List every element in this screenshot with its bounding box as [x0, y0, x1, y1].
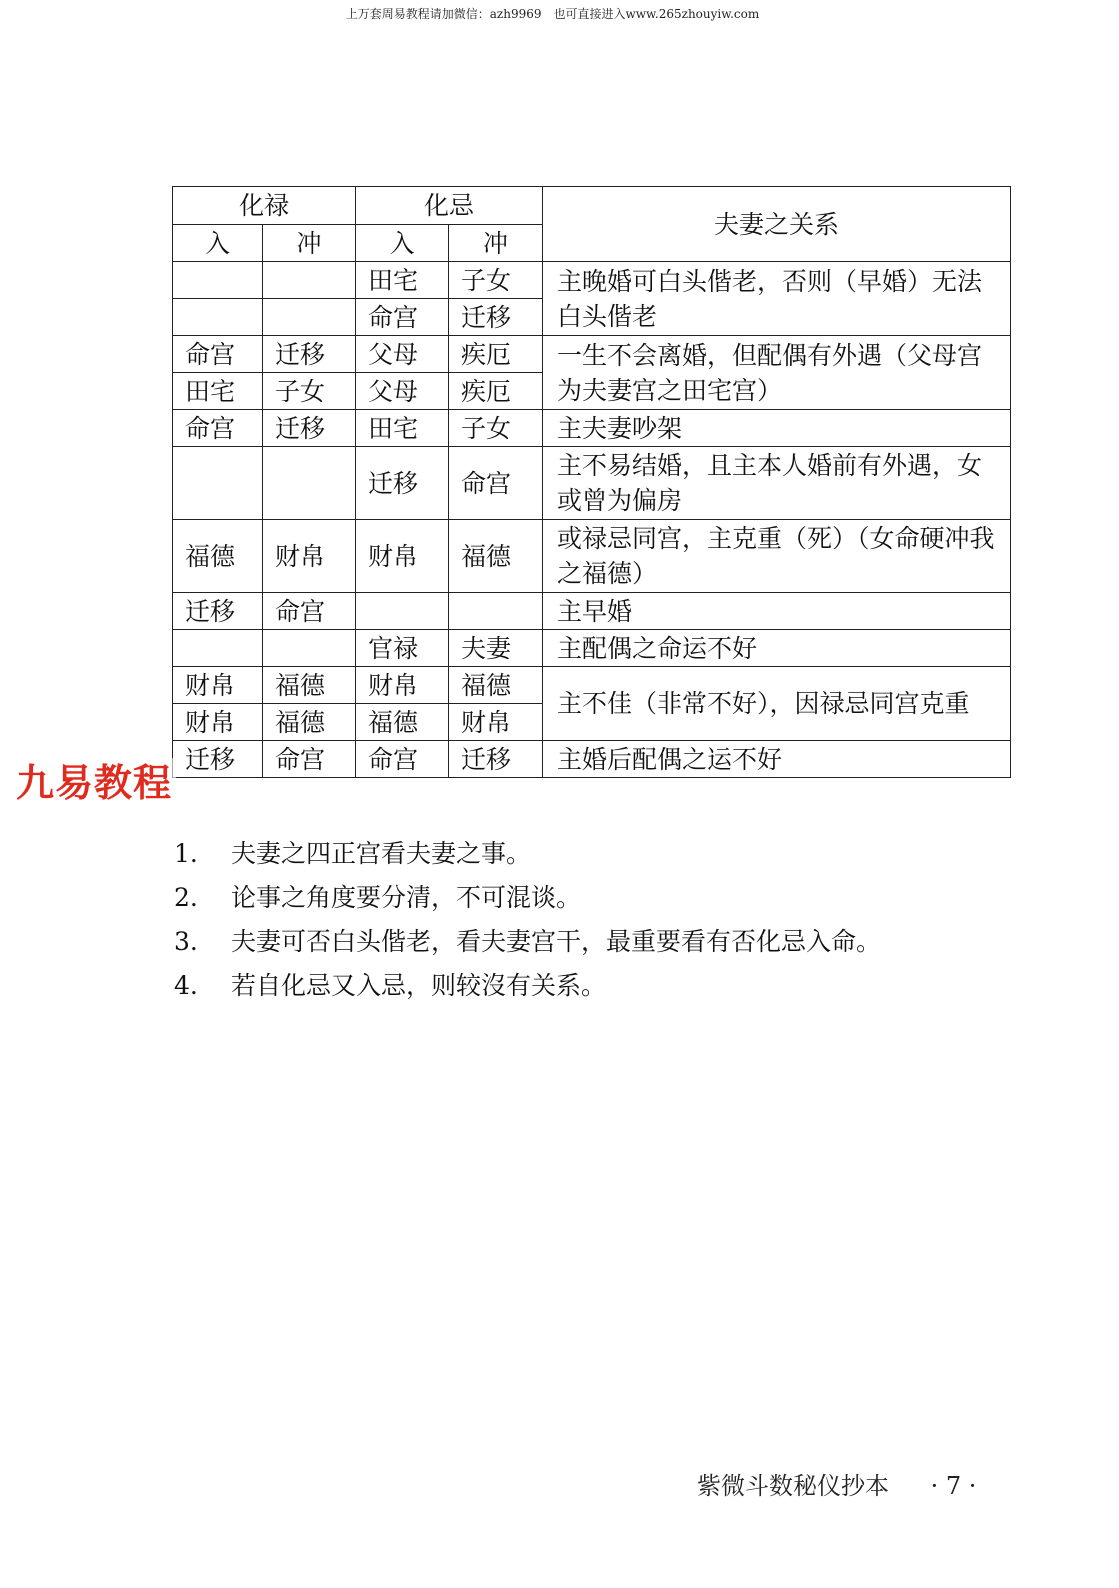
cell-ji-in: 财帛 — [356, 667, 449, 704]
cell-result: 一生不会离婚，但配偶有外遇（父母宫为夫妻宫之田宅宫） — [543, 336, 1011, 410]
table-row — [173, 336, 1011, 373]
cell-ji-in: 命宫 — [356, 299, 449, 336]
cell-lu-in: 财帛 — [173, 704, 263, 741]
cell-result: 主婚后配偶之运不好 — [543, 741, 1011, 778]
subheader-lu-chong: 冲 — [263, 225, 356, 262]
note-text: 夫妻之四正宫看夫妻之事。 — [231, 839, 532, 868]
header-note: 上万套周易教程请加微信：azh9969 也可直接进入www.265zhouyiw.com — [345, 7, 760, 21]
cell-lu-chong — [263, 262, 356, 299]
cell-ji-chong: 迁移 — [449, 299, 543, 336]
header-huaji: 化忌 — [356, 187, 543, 225]
table-row — [173, 667, 1011, 704]
note-text: 夫妻可否白头偕老，看夫妻宫干，最重要看有否化忌入命。 — [231, 927, 882, 956]
note-text: 论事之角度要分清，不可混谈。 — [231, 883, 582, 912]
cell-ji-in: 田宅 — [356, 410, 449, 447]
cell-ji-chong: 夫妻 — [449, 630, 543, 667]
cell-lu-in: 迁移 — [173, 741, 263, 778]
cell-lu-chong: 子女 — [263, 373, 356, 410]
cell-lu-chong — [263, 299, 356, 336]
page-footer — [697, 1466, 976, 1501]
table-row — [173, 447, 1011, 520]
table-row — [173, 741, 1011, 778]
subheader-ji-in: 入 — [356, 225, 449, 262]
cell-ji-chong: 子女 — [449, 262, 543, 299]
cell-lu-in: 命宫 — [173, 410, 263, 447]
cell-ji-in: 田宅 — [356, 262, 449, 299]
table-row — [173, 262, 1011, 299]
cell-result: 或禄忌同宫，主克重（死）（女命硬冲我之福德） — [543, 520, 1011, 593]
page-number: · 7 · — [930, 1472, 977, 1500]
note-number: 3. — [174, 927, 198, 956]
header-result: 夫妻之关系 — [543, 187, 1011, 262]
cell-lu-chong: 迁移 — [263, 410, 356, 447]
list-item — [174, 964, 994, 1008]
cell-lu-in: 田宅 — [173, 373, 263, 410]
list-item — [174, 920, 994, 964]
cell-lu-in — [173, 447, 263, 520]
note-number: 4. — [174, 971, 198, 1000]
cell-ji-chong: 子女 — [449, 410, 543, 447]
cell-ji-in: 命宫 — [356, 741, 449, 778]
cell-ji-in: 官禄 — [356, 630, 449, 667]
cell-lu-chong: 福德 — [263, 704, 356, 741]
cell-result: 主配偶之命运不好 — [543, 630, 1011, 667]
subheader-ji-chong: 冲 — [449, 225, 543, 262]
cell-ji-chong: 迁移 — [449, 741, 543, 778]
table-row — [173, 630, 1011, 667]
cell-lu-in: 迁移 — [173, 593, 263, 630]
cell-lu-chong: 迁移 — [263, 336, 356, 373]
notes-list — [174, 832, 994, 1008]
cell-lu-chong: 财帛 — [263, 520, 356, 593]
note-number: 2. — [174, 883, 198, 912]
table-row — [173, 593, 1011, 630]
cell-ji-chong: 命宫 — [449, 447, 543, 520]
cell-lu-in — [173, 630, 263, 667]
cell-ji-in: 迁移 — [356, 447, 449, 520]
cell-result: 主夫妻吵架 — [543, 410, 1011, 447]
note-number: 1. — [174, 839, 198, 868]
cell-lu-chong: 命宫 — [263, 741, 356, 778]
cell-lu-chong: 福德 — [263, 667, 356, 704]
cell-lu-chong — [263, 630, 356, 667]
cell-ji-in: 财帛 — [356, 520, 449, 593]
cell-ji-chong: 福德 — [449, 520, 543, 593]
cell-ji-in: 父母 — [356, 336, 449, 373]
cell-result: 主不易结婚，且主本人婚前有外遇，女或曾为偏房 — [543, 447, 1011, 520]
table-row — [173, 410, 1011, 447]
cell-lu-in — [173, 299, 263, 336]
watermark-logo: 九易教程 — [12, 758, 176, 808]
cell-result: 主晚婚可白头偕老，否则（早婚）无法白头偕老 — [543, 262, 1011, 336]
cell-result: 主早婚 — [543, 593, 1011, 630]
cell-ji-chong: 疾厄 — [449, 373, 543, 410]
cell-ji-chong: 福德 — [449, 667, 543, 704]
cell-result: 主不佳（非常不好），因禄忌同宫克重 — [543, 667, 1011, 741]
cell-ji-in: 福德 — [356, 704, 449, 741]
cell-ji-in — [356, 593, 449, 630]
note-text: 若自化忌又入忌，则较沒有关系。 — [231, 971, 607, 1000]
list-item — [174, 876, 994, 920]
header-hualu: 化禄 — [173, 187, 356, 225]
list-item — [174, 832, 994, 876]
cell-lu-in: 财帛 — [173, 667, 263, 704]
cell-lu-chong — [263, 447, 356, 520]
cell-lu-in: 福德 — [173, 520, 263, 593]
book-title: 紫微斗数秘仪抄本 — [697, 1472, 889, 1500]
table-row — [173, 520, 1011, 593]
cell-ji-chong: 财帛 — [449, 704, 543, 741]
cell-lu-in — [173, 262, 263, 299]
cell-ji-in: 父母 — [356, 373, 449, 410]
cell-ji-chong — [449, 593, 543, 630]
relationship-table — [172, 186, 1011, 778]
subheader-lu-in: 入 — [173, 225, 263, 262]
cell-lu-chong: 命宫 — [263, 593, 356, 630]
cell-ji-chong: 疾厄 — [449, 336, 543, 373]
cell-lu-in: 命宫 — [173, 336, 263, 373]
